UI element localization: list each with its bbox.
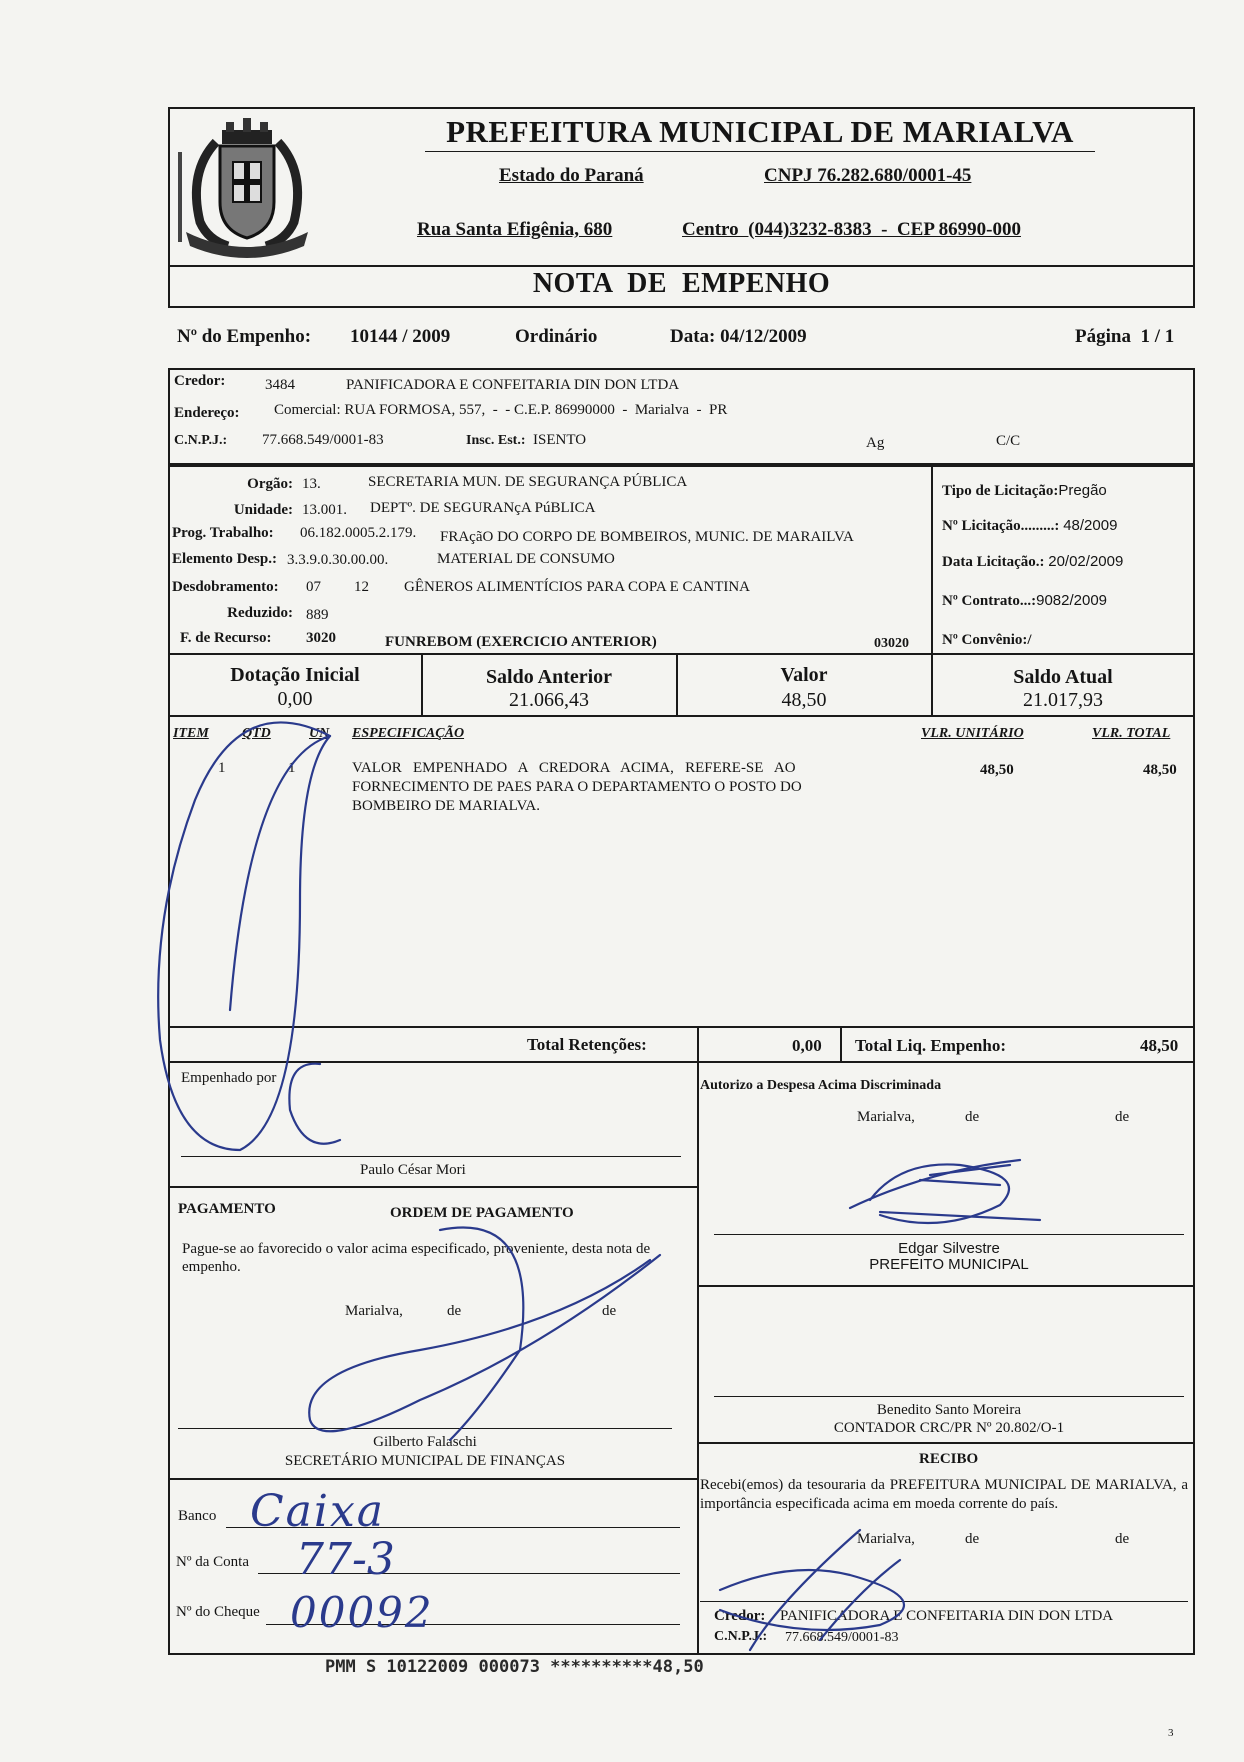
- desdobramento-b: 12: [354, 579, 369, 595]
- cheque-handwritten: 00092: [290, 1588, 434, 1637]
- recibo-city: Marialva,: [857, 1531, 915, 1547]
- item-unit-value: 48,50: [980, 762, 1014, 778]
- qtd-header: QTD: [242, 726, 271, 741]
- page-number: Página 1 / 1: [1075, 326, 1175, 347]
- prog-code: 06.182.0005.2.179.: [300, 525, 417, 541]
- autorizo-de-2: de: [1115, 1109, 1130, 1125]
- autorizo-label: Autorizo a Despesa Acima Discriminada: [700, 1078, 942, 1093]
- prog-name: FRAçãO DO CORPO DE BOMBEIROS, MUNIC. DE MARAILVA: [440, 529, 854, 545]
- item-number: 1: [218, 760, 226, 776]
- recibo-credor-label: Credor:: [714, 1608, 766, 1624]
- licitacao-data-label: Data Licitação.: 20/02/2009: [942, 553, 1124, 570]
- retencoes-label: Total Retenções:: [527, 1035, 647, 1054]
- credor-name: PANIFICADORA E CONFEITARIA DIN DON LTDA: [346, 377, 680, 393]
- address-field-label: Endereço:: [174, 405, 240, 421]
- valor-value: 48,50: [781, 689, 827, 711]
- licitacao-tipo-label: Tipo de Licitação:Pregão: [942, 482, 1107, 499]
- recurso-code: 3020: [306, 630, 336, 646]
- orgao-name: SECRETARIA MUN. DE SEGURANÇA PÚBLICA: [368, 474, 688, 490]
- especificacao-header: ESPECIFICAÇÃO: [352, 726, 465, 741]
- conta-label: Nº da Conta: [176, 1554, 249, 1570]
- empenho-number-label: Nº do Empenho:: [177, 326, 312, 347]
- pagamento-de-1: de: [447, 1303, 462, 1319]
- secretario-title: SECRETÁRIO MUNICIPAL DE FINANÇAS: [284, 1453, 566, 1469]
- licitacao-numero-label: Nº Licitação.........: 48/2009: [942, 517, 1118, 534]
- cc-label: C/C: [996, 433, 1021, 449]
- contador-name: Benedito Santo Moreira: [876, 1402, 1022, 1418]
- item-desc-line-3: BOMBEIRO DE MARIALVA.: [352, 798, 540, 814]
- total-value-header: VLR. TOTAL: [1092, 726, 1171, 741]
- pagamento-text: Pague-se ao favorecido o valor acima especificado, proveniente, desta nota de empenho.: [182, 1241, 651, 1275]
- empenhado-signature: [158, 722, 330, 1150]
- autorizo-city: Marialva,: [857, 1109, 915, 1125]
- item-header: ITEM: [173, 726, 209, 741]
- retencoes-value: 0,00: [792, 1036, 822, 1055]
- recibo-signature: [750, 1530, 900, 1650]
- total-liquido-value: 48,50: [1140, 1036, 1179, 1055]
- ag-label: Ag: [866, 435, 885, 451]
- secretario-signature: [309, 1255, 660, 1431]
- prog-label: Prog. Trabalho:: [172, 525, 274, 541]
- banco-handwritten: Caixa: [250, 1486, 386, 1537]
- unidade-name: DEPTº. DE SEGURANçA PúBLICA: [370, 500, 596, 516]
- saldo-anterior-value: 21.066,43: [509, 689, 589, 711]
- elemento-name: MATERIAL DE CONSUMO: [437, 551, 615, 567]
- recibo-de-2: de: [1115, 1531, 1130, 1547]
- convenio-label: Nº Convênio:/: [942, 632, 1032, 648]
- item-desc-line-2: FORNECIMENTO DE PAES PARA O DEPARTAMENTO O POSTO DO: [352, 779, 802, 795]
- empenhado-label: Empenhado por: [181, 1070, 277, 1086]
- street-label: Rua Santa Efigênia, 680: [417, 219, 613, 240]
- orgao-label: Orgão:: [247, 476, 293, 492]
- recibo-text: Recebi(emos) da tesouraria da PREFEITURA MUNICIPAL DE MARIALVA, a importância especificada acima em moeda corrente do país.: [700, 1477, 1188, 1512]
- doc-title: NOTA DE EMPENHO: [532, 268, 831, 299]
- recibo-title: RECIBO: [919, 1451, 979, 1467]
- state-label: Estado do Paraná: [499, 165, 644, 186]
- prefeito-title: PREFEITO MUNICIPAL: [869, 1256, 1029, 1273]
- credor-label: Credor:: [174, 373, 226, 389]
- reduzido-label: Reduzido:: [227, 605, 293, 621]
- insc-value: ISENTO: [533, 432, 587, 448]
- creditor-cnpj-label: C.N.P.J.:: [174, 433, 228, 448]
- orgao-code: 13.: [302, 476, 321, 492]
- autorizo-de-1: de: [965, 1109, 980, 1125]
- recurso-name: FUNREBOM (EXERCICIO ANTERIOR): [385, 634, 657, 650]
- elemento-label: Elemento Desp.:: [172, 551, 277, 567]
- creditor-address: Comercial: RUA FORMOSA, 557, - - C.E.P. 86990000 - Marialva - PR: [274, 402, 728, 418]
- dotacao-label: Dotação Inicial: [230, 664, 360, 686]
- empenhado-name: Paulo César Mori: [360, 1162, 466, 1178]
- item-qtd: 1: [288, 760, 296, 776]
- pagamento-de-2: de: [602, 1303, 617, 1319]
- desdobramento-label: Desdobramento:: [172, 579, 279, 595]
- empenho-type: Ordinário: [515, 326, 598, 347]
- item-total-value: 48,50: [1143, 762, 1177, 778]
- unit-value-header: VLR. UNITÁRIO: [921, 726, 1024, 741]
- saldo-anterior-label: Saldo Anterior: [485, 666, 613, 688]
- empenho-date: Data: 04/12/2009: [670, 326, 807, 347]
- valor-label: Valor: [780, 664, 828, 686]
- cheque-label: Nº do Cheque: [176, 1604, 260, 1620]
- pagamento-title: PAGAMENTO: [178, 1201, 276, 1217]
- prefeito-name: Edgar Silvestre: [898, 1240, 1000, 1257]
- pagamento-city: Marialva,: [345, 1303, 403, 1319]
- dotacao-value: 0,00: [277, 688, 313, 710]
- credor-code: 3484: [265, 377, 295, 393]
- saldo-atual-value: 21.017,93: [1023, 689, 1103, 711]
- saldo-atual-label: Saldo Atual: [1013, 666, 1113, 688]
- secretario-name: Gilberto Falaschi: [373, 1434, 477, 1450]
- recibo-cnpj: 77.668.549/0001-83: [785, 1630, 899, 1645]
- recurso-label: F. de Recurso:: [180, 630, 272, 646]
- unidade-label: Unidade:: [233, 502, 293, 518]
- item-desc-line-1: VALOR EMPENHADO A CREDORA ACIMA, REFERE-SE AO: [352, 760, 796, 776]
- payment-stamp: PMM S 10122009 000073 **********48,50: [325, 1657, 704, 1677]
- banco-label: Banco: [178, 1508, 217, 1524]
- elemento-code: 3.3.9.0.30.00.00.: [287, 552, 389, 568]
- reduzido-value: 889: [306, 607, 329, 623]
- page-title: PREFEITURA MUNICIPAL DE MARIALVA: [446, 114, 1074, 149]
- contrato-label: Nº Contrato...:9082/2009: [942, 592, 1108, 609]
- recibo-credor-name: PANIFICADORA E CONFEITARIA DIN DON LTDA: [780, 1608, 1114, 1624]
- empenho-number: 10144 / 2009: [350, 326, 451, 347]
- total-liquido-label: Total Liq. Empenho:: [855, 1036, 1006, 1055]
- insc-label: Insc. Est.:: [466, 433, 526, 448]
- cnpj-label: CNPJ 76.282.680/0001-45: [764, 165, 972, 186]
- unidade-code: 13.001.: [302, 502, 347, 518]
- recibo-de-1: de: [965, 1531, 980, 1547]
- creditor-cnpj: 77.668.549/0001-83: [262, 432, 384, 448]
- page-mark: 3: [1168, 1727, 1174, 1739]
- desdobramento-a: 07: [306, 579, 321, 595]
- desdobramento-name: GÊNEROS ALIMENTÍCIOS PARA COPA E CANTINA: [404, 579, 751, 595]
- un-header: UN: [309, 726, 330, 741]
- address-label: Centro (044)3232-8383 - CEP 86990-000: [682, 219, 1021, 240]
- conta-handwritten: 77-3: [296, 1534, 395, 1585]
- recurso-code-2: 03020: [874, 636, 909, 651]
- recibo-cnpj-label: C.N.P.J.:: [714, 1629, 768, 1644]
- ordem-pagamento-title: ORDEM DE PAGAMENTO: [390, 1205, 574, 1221]
- contador-title: CONTADOR CRC/PR Nº 20.802/O-1: [833, 1420, 1065, 1436]
